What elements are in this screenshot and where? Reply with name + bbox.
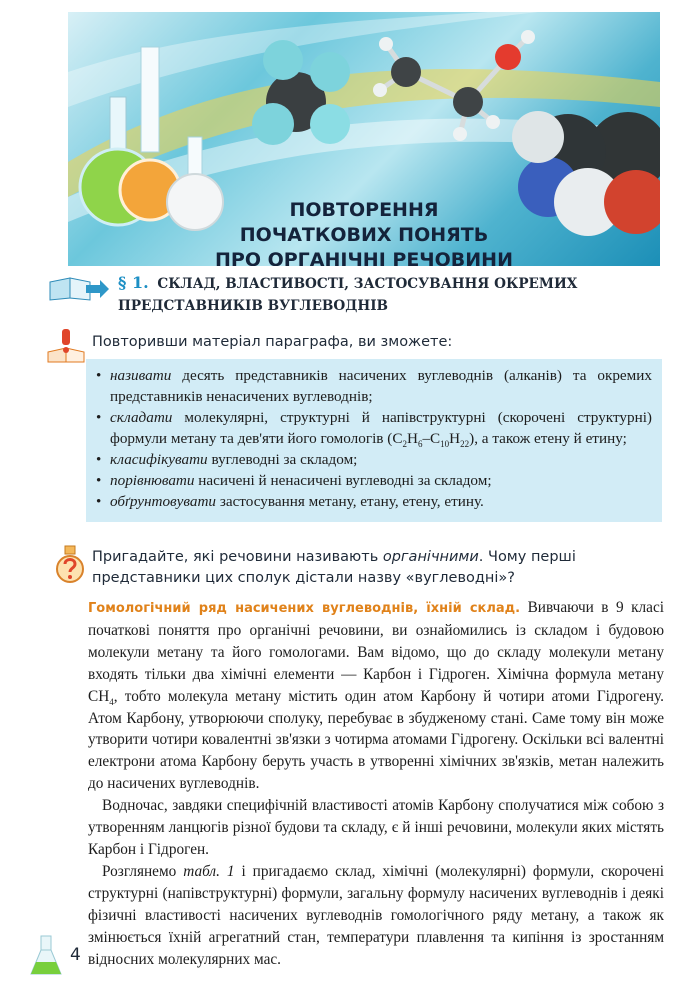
page-number: 4 (70, 945, 81, 965)
green-flask-icon (28, 934, 64, 978)
subscript: 22 (460, 439, 470, 450)
bullet: • (96, 451, 102, 468)
book-arrow-icon (48, 276, 110, 302)
goal-verb: класифікувати (110, 451, 208, 468)
goal-text: насичені й ненасичені вуглеводні за складом; (194, 472, 492, 489)
goals-list (86, 359, 662, 512)
list-item (96, 470, 652, 491)
paragraph (88, 597, 664, 795)
goals-intro: Повторивши матеріал параграфа, ви зможете: (92, 334, 453, 350)
paragraph-lead: Гомологічний ряд насичених вуглеводнів, їхній склад. (88, 601, 521, 616)
bullet: • (96, 472, 102, 489)
paragraph-text: і пригадаємо склад, хімічні (молекулярні) формули, скорочені структурні (напівструктурні) формули, загальну формулу насичених вуглеводнів і деякі фізичні властивості насичених вуглеводнів гомологічного ряду метану, а також як змінюється їхній агрегатний стан, температури плавлення та кипіння із зростанням відносних молекулярних мас. (88, 862, 664, 968)
formula-part: H (449, 430, 461, 447)
paragraph-text: Вивчаючи в 9 класі початкові поняття про органічні речовини, ви ознайомились із складом і будовою молекули метану та його гомологами. Вам відомо, що до складу молекули метану входять тільки два хімічні елементи — Карбон і Гідроген. Хімічна формула метану CH (88, 599, 664, 705)
goal-text: вуглеводні за складом; (207, 451, 358, 468)
paragraph-text: , тобто молекула метану містить один атом Карбону й чотири атоми Гідрогену. Атом Карбону, утворюючи сполуку, перебуває в збудженому стані. Саме тому він може утворити чотири ковалентні зв'язки з чотирма атомами Гідрогену. Оскільки всі валентні електрони атома Карбону беруть участь в утворенні хімічних зв'язків, метан належить до насичених вуглеводнів. (88, 687, 664, 793)
section-title: СКЛАД, ВЛАСТИВОСТІ, ЗАСТОСУВАННЯ ОКРЕМИХ ПРЕДСТАВНИКІВ ВУГЛЕВОДНІВ (118, 276, 578, 314)
chapter-banner (68, 12, 660, 266)
subscript: 4 (109, 696, 114, 707)
bullet: • (96, 409, 102, 426)
chapter-title (68, 198, 660, 266)
question-emphasis: органічними (382, 549, 479, 565)
formula-part: –C (422, 430, 441, 447)
paragraph: Водночас, завдяки специфічній властивості атомів Карбону сполучатися між собою з утворенням ланцюгів різної будови та складу, є й інші речовини, молекули яких містять Карбон і Гідроген. (88, 797, 664, 858)
section-number: § 1. (118, 273, 149, 292)
list-item (96, 449, 652, 470)
goal-verb: називати (110, 367, 172, 384)
list-item (96, 365, 652, 407)
bullet: • (96, 367, 102, 384)
paragraph (88, 861, 664, 971)
goal-verb: складати (110, 409, 173, 426)
goals-box (86, 359, 662, 522)
question-text: Пригадайте, які речовини називають (92, 549, 383, 565)
subscript: 2 (402, 439, 407, 450)
goal-text: десять представників насичених вуглеводнів (алканів) та окремих представників ненасичених вуглеводнів; (110, 367, 652, 405)
chapter-title-line: ПОВТОРЕННЯ (289, 199, 439, 221)
table-reference: табл. 1 (183, 862, 235, 880)
goal-text: молекулярні, структурні й напівструктурні (скорочені структурні) формули метану та дев'яти його гомологів (C (110, 409, 652, 447)
subscript: 6 (417, 439, 423, 450)
body-text (88, 597, 664, 970)
question-flask-icon (54, 544, 86, 584)
list-item (96, 407, 652, 449)
chapter-title-line: ПОЧАТКОВИХ ПОНЯТЬ (239, 224, 489, 246)
subscript: 10 (440, 439, 450, 450)
question-text: . Чому перші представники цих сполук дістали назву «вуглеводні»? (92, 549, 576, 586)
goal-text: застосування метану, етану, етену, етину. (216, 493, 484, 510)
formula-part: H (406, 430, 418, 447)
chapter-title-line: ПРО ОРГАНІЧНІ РЕЧОВИНИ (215, 249, 513, 266)
goal-verb: обґрунтовувати (110, 493, 217, 510)
goal-text: ), а також етену й етину; (469, 430, 627, 447)
paragraph-text: Розглянемо (102, 862, 184, 880)
review-question (92, 547, 664, 589)
bullet: • (96, 493, 102, 510)
exclamation-book-icon (46, 328, 86, 364)
list-item (96, 491, 652, 512)
goal-verb: порівнювати (110, 472, 195, 489)
